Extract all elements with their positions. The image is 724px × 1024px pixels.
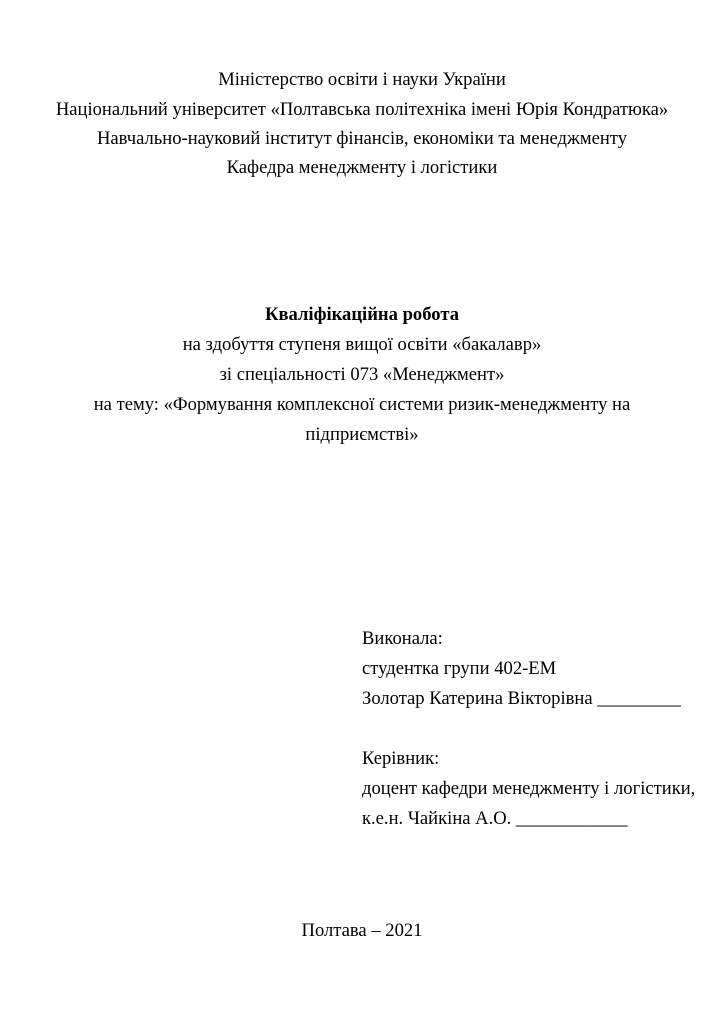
topic-line-1: на тему: «Формування комплексної системи ризик-менеджменту на bbox=[93, 394, 631, 415]
degree-line: на здобуття ступеня вищої освіти «бакалавр» bbox=[182, 334, 542, 355]
author-group: студентка групи 402-ЕМ bbox=[362, 658, 557, 679]
author-name: Золотар Катерина Вікторівна _________ bbox=[362, 688, 681, 709]
work-title: Кваліфікаційна робота bbox=[265, 304, 459, 325]
city-year: Полтава – 2021 bbox=[301, 920, 423, 941]
supervisor-position: доцент кафедри менеджменту і логістики, bbox=[362, 778, 696, 799]
university-line: Національний університет «Полтавська політехніка імені Юрія Кондратюка» bbox=[55, 99, 669, 120]
supervisor-label: Керівник: bbox=[362, 748, 440, 769]
institute-line: Навчально-науковий інститут фінансів, економіки та менеджменту bbox=[96, 128, 628, 149]
department-line: Кафедра менеджменту і логістики bbox=[226, 157, 498, 178]
author-label: Виконала: bbox=[362, 628, 443, 649]
supervisor-name: к.е.н. Чайкіна А.О. ____________ bbox=[362, 808, 628, 829]
topic-line-2: підприємстві» bbox=[305, 424, 419, 445]
ministry-line: Міністерство освіти і науки України bbox=[218, 69, 506, 90]
specialty-line: зі спеціальності 073 «Менеджмент» bbox=[219, 364, 505, 385]
